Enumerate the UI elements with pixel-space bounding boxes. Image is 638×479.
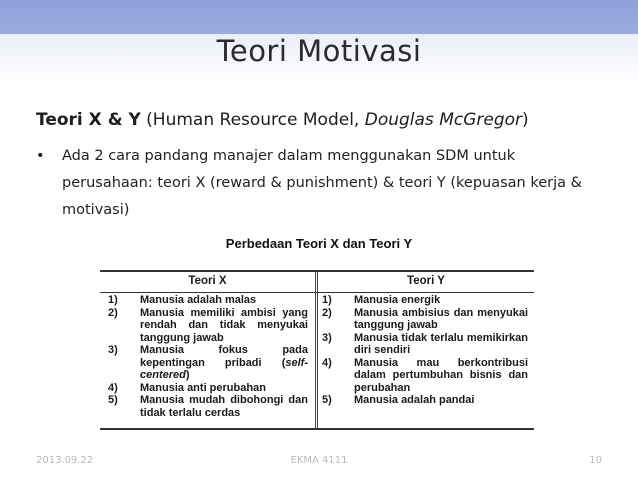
theory-x-column <box>108 294 308 419</box>
subheading-bold: Teori X & Y <box>36 110 141 130</box>
header-theory-y: Teori Y <box>407 275 445 287</box>
subheading <box>36 110 529 130</box>
slide-title: Teori Motivasi <box>216 34 422 68</box>
subheading-author: Douglas McGregor <box>364 110 523 130</box>
item-text: Manusia adalah malas <box>140 294 257 306</box>
theory-y-item <box>322 332 528 357</box>
subheading-paren-open: (Human Resource Model, <box>140 110 365 130</box>
item-text-end: ) <box>185 369 190 381</box>
item-number: 3) <box>322 331 332 344</box>
item-number: 5) <box>322 394 332 406</box>
table-caption: Perbedaan Teori X dan Teori Y <box>225 236 413 251</box>
item-text: Manusia mudah dibohongi dan tidak terlalu cerdas <box>140 394 308 419</box>
item-text-italic: self-centered <box>140 356 308 381</box>
item-number: 2) <box>322 306 332 319</box>
header-bar <box>0 0 638 34</box>
column-divider <box>315 272 318 428</box>
theory-y-item <box>322 357 528 395</box>
theory-x-item <box>108 394 308 419</box>
theory-x-item <box>108 344 308 382</box>
bullet-text: Ada 2 cara pandang manajer dalam menggunakan SDM untuk perusahaan: teori X (reward & punishment) & teori Y (kepuasan kerja & motivasi) <box>62 148 582 218</box>
theory-x-item <box>108 294 308 307</box>
item-number: 5) <box>108 394 118 406</box>
item-number: 4) <box>322 356 332 369</box>
item-text: Manusia mau berkontribusi dalam pertumbuhan bisnis dan perubahan <box>354 356 528 394</box>
item-text: Manusia energik <box>354 294 441 306</box>
bullet-point <box>36 143 601 224</box>
item-text: Manusia memiliki ambisi yang rendah dan tidak menyukai tanggung jawab <box>140 306 308 344</box>
theory-y-column <box>322 294 528 407</box>
bullet-marker: • <box>36 148 45 164</box>
theory-y-item <box>322 307 528 332</box>
subheading-paren-close: ) <box>522 110 529 130</box>
item-number: 3) <box>108 344 118 356</box>
theory-y-item <box>322 394 528 407</box>
footer-date: 2013.09.22 <box>36 455 94 466</box>
item-number: 1) <box>322 294 332 306</box>
theory-x-item <box>108 382 308 395</box>
item-text: Manusia anti perubahan <box>140 381 266 394</box>
page-number: 10 <box>589 455 602 466</box>
item-text: Manusia tidak terlalu memikirkan diri sendiri <box>354 331 528 356</box>
item-number: 2) <box>108 306 118 319</box>
item-number: 4) <box>108 381 118 394</box>
footer-course: EKMA 4111 <box>290 455 348 466</box>
theory-x-item <box>108 307 308 345</box>
comparison-table <box>100 270 534 430</box>
item-text: Manusia ambisius dan menyukai tanggung jawab <box>354 306 528 331</box>
item-text: Manusia adalah pandai <box>354 394 475 406</box>
theory-y-item <box>322 294 528 307</box>
item-number: 1) <box>108 294 118 306</box>
item-text: Manusia fokus pada kepentingan pribadi ( <box>140 344 308 369</box>
header-theory-x: Teori X <box>188 275 227 287</box>
